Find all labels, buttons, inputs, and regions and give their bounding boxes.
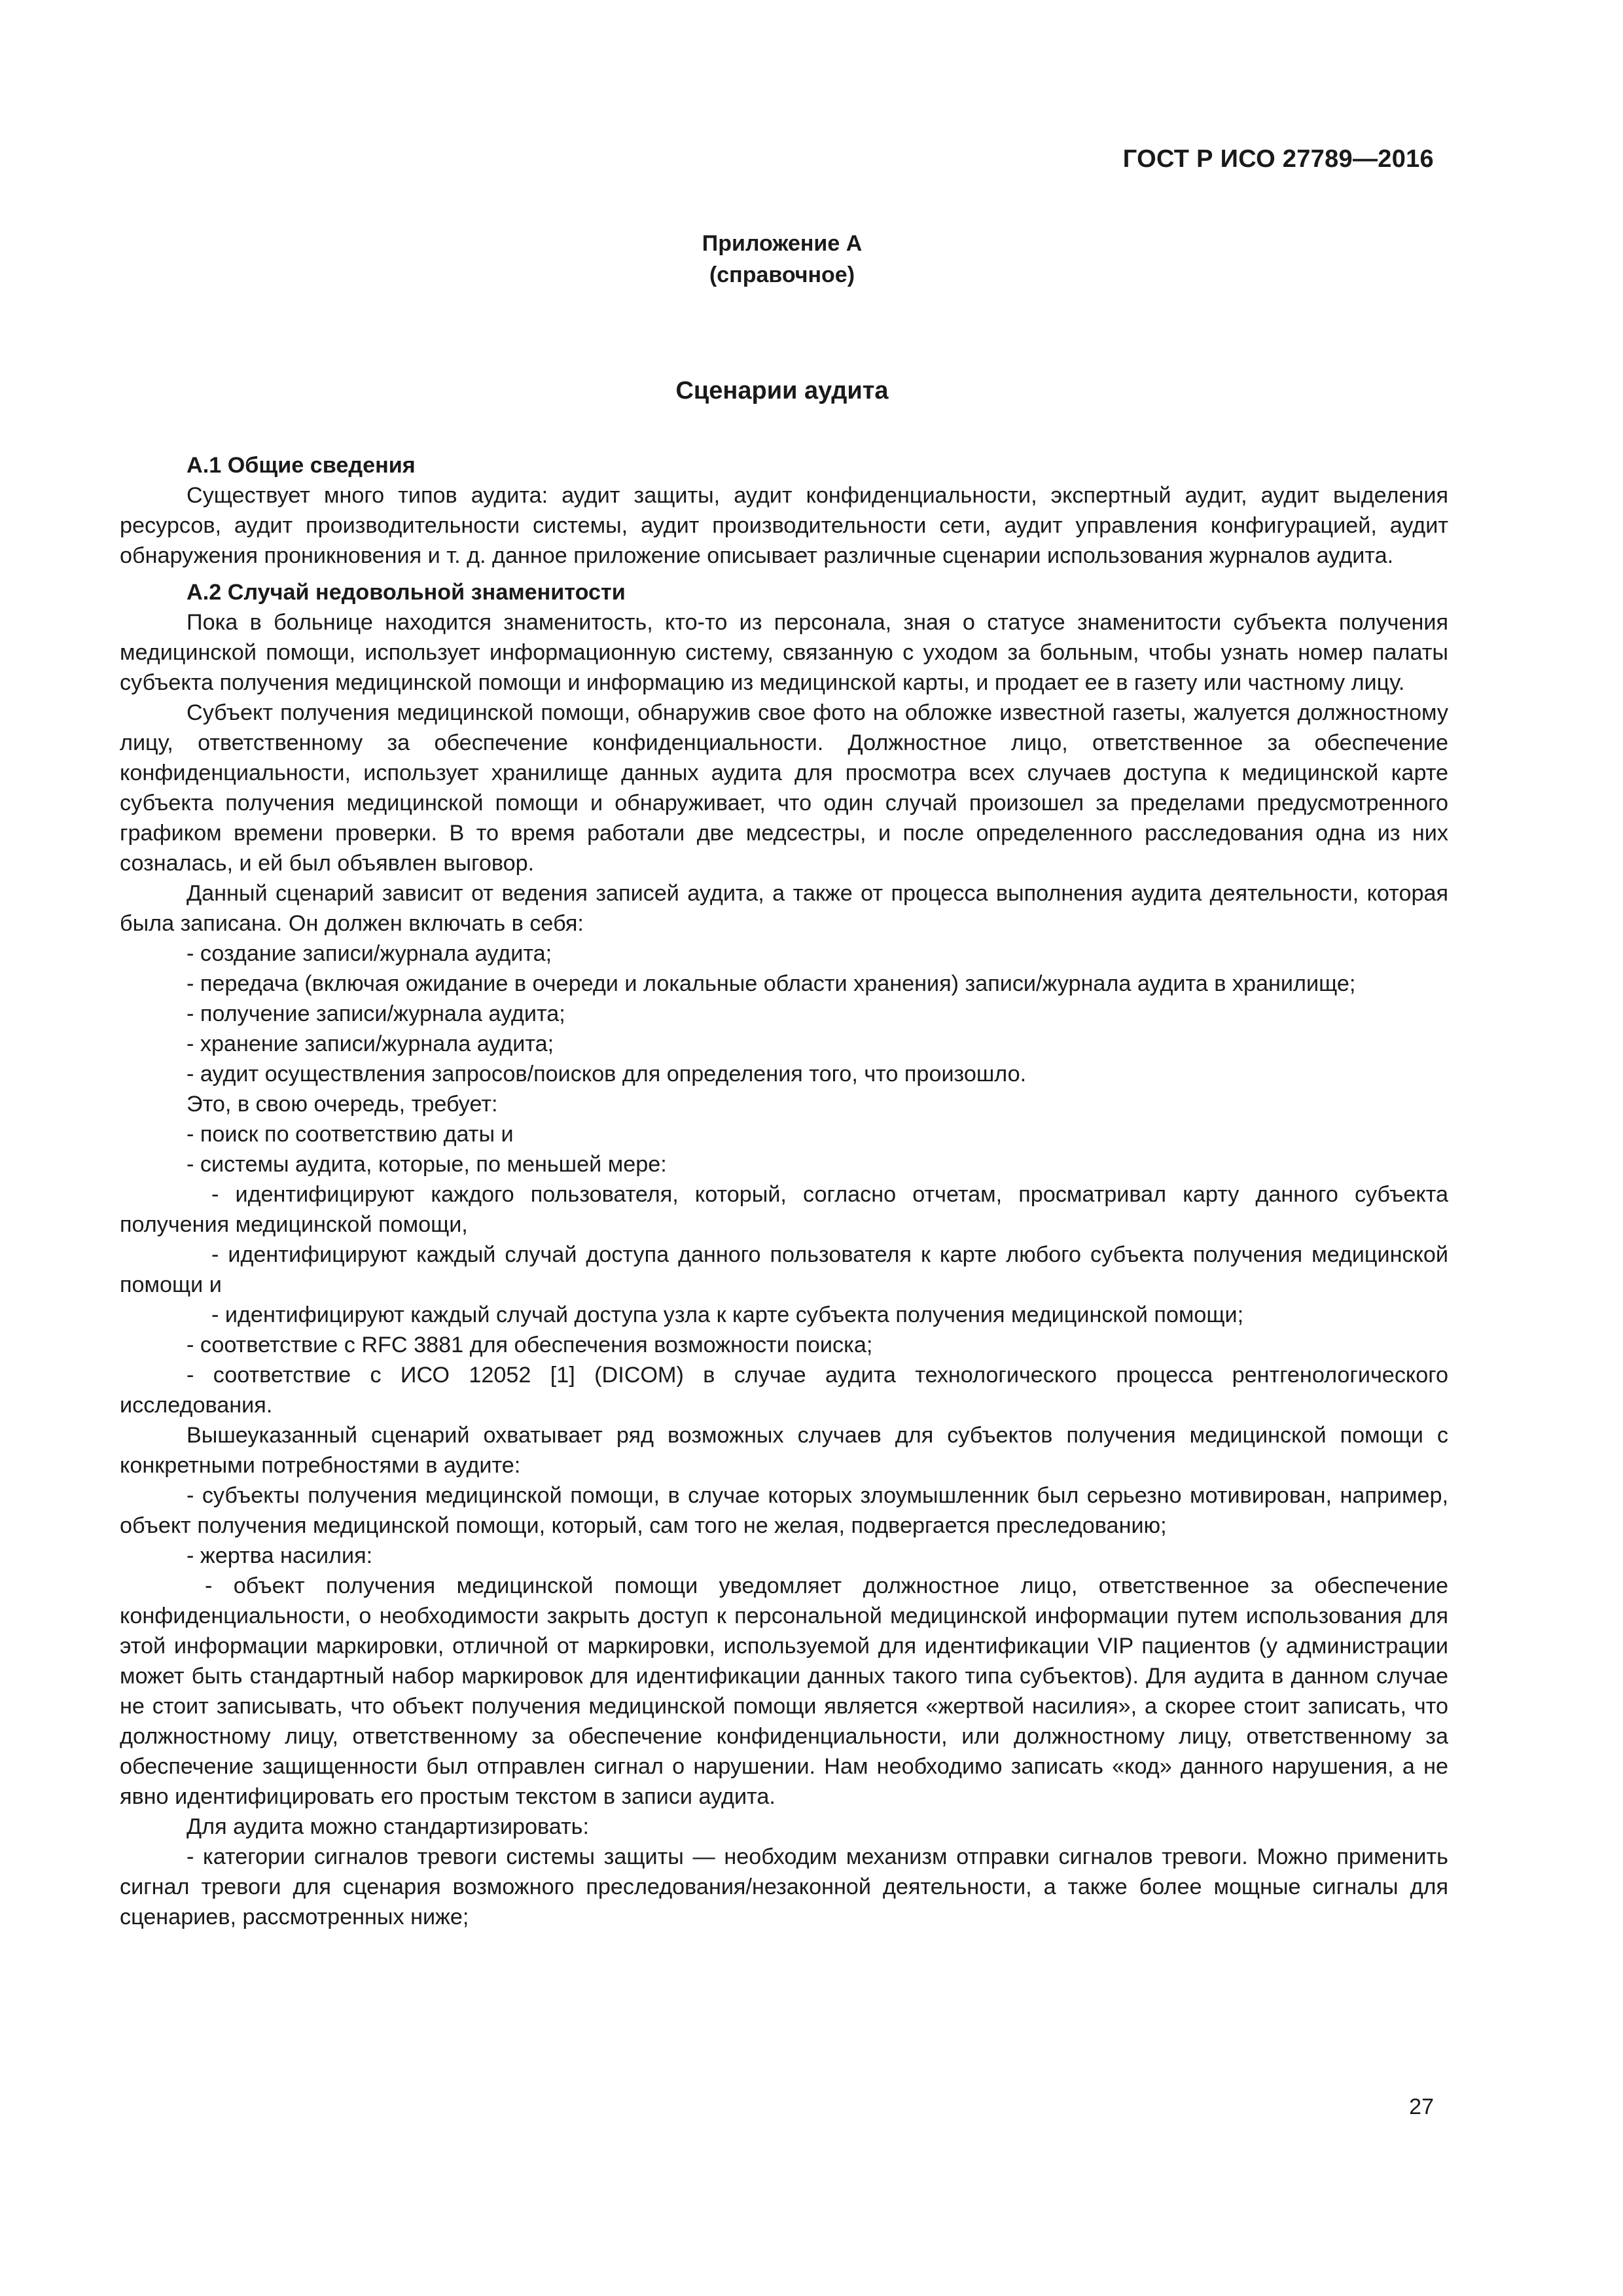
paragraph: Это, в свою очередь, требует: [187, 1092, 498, 1117]
list-item: - системы аудита, которые, по меньшей мере: [187, 1152, 667, 1177]
document-body [120, 450, 1448, 1932]
list-item: - жертва насилия: [187, 1543, 373, 1568]
list-item: - получение записи/журнала аудита; [187, 1001, 565, 1026]
list-item: - создание записи/журнала аудита; [187, 941, 552, 966]
paragraph: Субъект получения медицинской помощи, обнаружив свое фото на обложке известной газеты, жалуется должностному лицу, ответственному за обеспечение конфиденциальности. Должностное лицо, ответственное за обеспечение конфиденциальности, использует хранилище данных аудита для просмотра всех случаев доступа к медицинской карте субъекта получения медицинской помощи и обнаруживает, что один случай произошел за пределами предусмотренного графиком времени проверки. В то время работали две медсестры, и после определенного расследования одна из них созналась, и ей был объявлен выговор. [120, 700, 1448, 876]
list-item: - хранение записи/журнала аудита; [187, 1031, 554, 1056]
paragraph: Пока в больнице находится знаменитость, кто-то из персонала, зная о статусе знаменитости субъекта получения медицинской помощи, использует информационную систему, связанную с уходом за больным, чтобы узнать номер палаты субъекта получения медицинской помощи и информацию из медицинской карты, и продает ее в газету или частному лицу. [120, 610, 1448, 695]
list-item: - поиск по соответствию даты и [187, 1122, 514, 1147]
appendix-title: Приложение А [702, 231, 863, 256]
list-item: - соответствие с ИСО 12052 [1] (DICOM) в случае аудита технологического процесса рентгенологического исследования. [120, 1363, 1448, 1418]
subsection-heading: А.2 Случай недовольной знаменитости [187, 580, 626, 605]
list-item: - субъекты получения медицинской помощи, в случае которых злоумышленник был серьезно мотивирован, например, объект получения медицинской помощи, который, сам того не желая, подвергается преследованию; [120, 1483, 1448, 1538]
paragraph: Существует много типов аудита: аудит защиты, аудит конфиденциальности, экспертный аудит, аудит выделения ресурсов, аудит производительности системы, аудит производительности сети, аудит управления конфигурацией, аудит обнаружения проникновения и т. д. данное приложение описывает различные сценарии использования журналов аудита. [120, 483, 1448, 568]
paragraph: Для аудита можно стандартизировать: [187, 1814, 589, 1839]
list-item: - аудит осуществления запросов/поисков для определения того, что произошло. [187, 1062, 1027, 1086]
sub-list-item: - объект получения медицинской помощи уведомляет должностное лицо, ответственное за обеспечение конфиденциальности, о необходимости закрыть доступ к персональной медицинской информации путем использования для этой информации маркировки, отличной от маркировки, используемой для идентификации VIP пациентов (у администрации может быть стандартный набор маркировок для идентификации данных такого типа субъектов). Для аудита в данном случае не стоит записывать, что объект получения медицинской помощи является «жертвой насилия», а скорее стоит записать, что должностному лицу, ответственному за обеспечение конфиденциальности, или должностному лицу, ответственному за обеспечение защищенности был отправлен сигнал о нарушении. Нам необходимо записать «код» данного нарушения, а не явно идентифицировать его простым текстом в записи аудита. [120, 1573, 1448, 1809]
sub-list-item: - идентифицируют каждый случай доступа данного пользователя к карте любого субъекта получения медицинской помощи и [120, 1242, 1448, 1297]
paragraph: Данный сценарий зависит от ведения записей аудита, а также от процесса выполнения аудита деятельности, которая была записана. Он должен включать в себя: [120, 881, 1448, 936]
list-item: - передача (включая ожидание в очереди и локальные области хранения) записи/журнала аудита в хранилище; [187, 971, 1356, 996]
paragraph: Вышеуказанный сценарий охватывает ряд возможных случаев для субъектов получения медицинской помощи с конкретными потребностями в аудите: [120, 1423, 1448, 1478]
page-number: 27 [1409, 2094, 1434, 2119]
appendix-heading [59, 228, 1505, 291]
list-item: - категории сигналов тревоги системы защиты — необходим механизм отправки сигналов тревоги. Можно применить сигнал тревоги для сценария возможного преследования/незаконной деятельности, а также более мощные сигналы для сценариев, рассмотренных ниже; [120, 1844, 1448, 1929]
standard-code: ГОСТ Р ИСО 27789—2016 [1122, 145, 1434, 173]
section-title: Сценарии аудита [675, 377, 889, 404]
sub-list-item: - идентифицируют каждый случай доступа узла к карте субъекта получения медицинской помощи; [211, 1302, 1244, 1327]
sub-list-item: - идентифицируют каждого пользователя, который, согласно отчетам, просматривал карту данного субъекта получения медицинской помощи, [120, 1182, 1448, 1237]
subsection-heading: А.1 Общие сведения [187, 453, 416, 478]
appendix-type: (справочное) [709, 262, 855, 287]
list-item: - соответствие с RFC 3881 для обеспечения возможности поиска; [187, 1333, 873, 1357]
